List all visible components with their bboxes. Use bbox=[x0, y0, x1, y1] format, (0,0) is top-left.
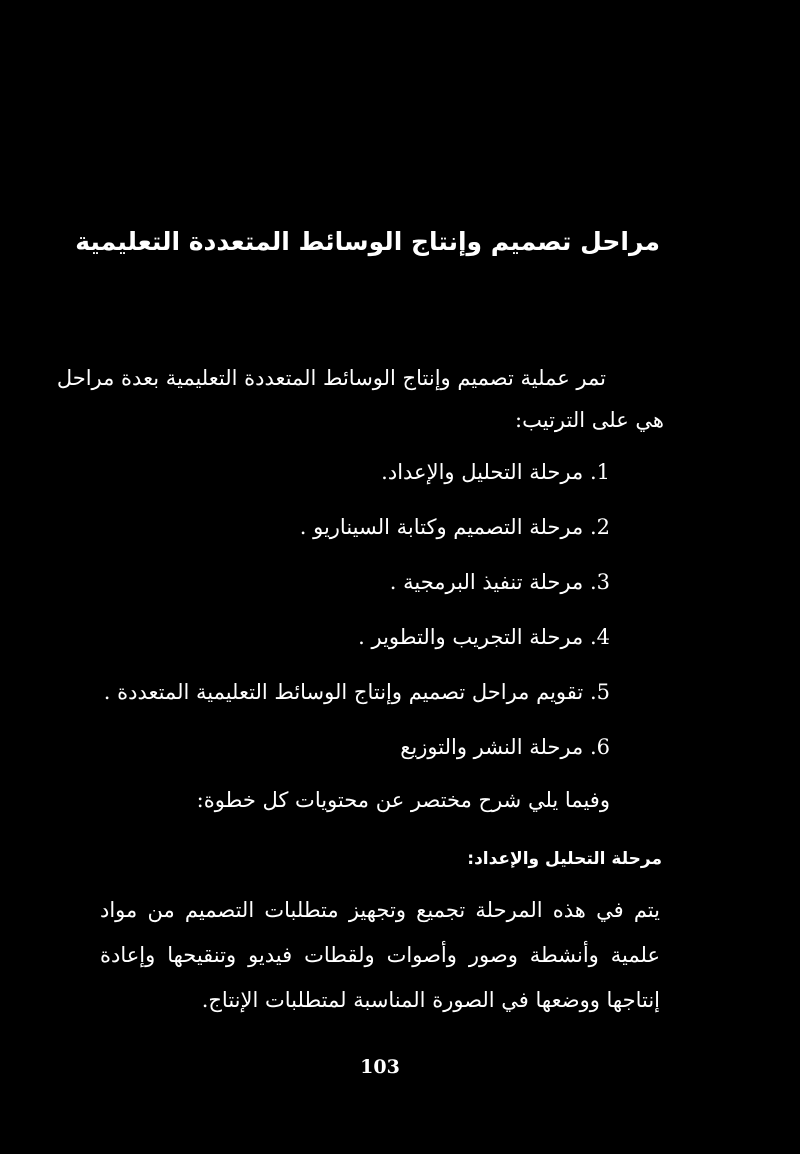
list-item bbox=[100, 509, 610, 564]
section-heading: مرحلة التحليل والإعداد: bbox=[467, 849, 662, 869]
step-text: مرحلة النشر والتوزيع bbox=[400, 735, 584, 759]
step-number: 2. bbox=[589, 515, 610, 539]
list-item bbox=[100, 619, 610, 674]
step-number: 6. bbox=[589, 735, 610, 759]
list-item bbox=[100, 674, 610, 729]
step-number: 4. bbox=[589, 625, 610, 649]
step-number: 5. bbox=[589, 680, 610, 704]
step-text: مرحلة التجريب والتطوير . bbox=[358, 625, 584, 649]
list-item bbox=[100, 729, 610, 784]
step-text: تقويم مراحل تصميم وإنتاج الوسائط التعليمية المتعددة . bbox=[103, 680, 584, 704]
page-title: مراحل تصميم وإنتاج الوسائط المتعددة التعليمية bbox=[75, 227, 660, 256]
step-text: مرحلة التحليل والإعداد. bbox=[381, 460, 584, 484]
paragraph-line: يتم في هذه المرحلة تجميع وتجهيز متطلبات التصميم من مواد bbox=[100, 898, 660, 922]
step-number: 1. bbox=[589, 460, 610, 484]
step-text: مرحلة تنفيذ البرمجية . bbox=[389, 570, 584, 594]
page-number: 103 bbox=[360, 1056, 400, 1078]
steps-list bbox=[100, 454, 610, 784]
paragraph-line: علمية وأنشطة وصور وأصوات ولقطات فيديو وتنقيحها وإعادة bbox=[100, 943, 660, 967]
step-number: 3. bbox=[589, 570, 610, 594]
intro-line-1: تمر عملية تصميم وإنتاج الوسائط المتعددة التعليمية بعدة مراحل bbox=[56, 366, 606, 390]
list-item bbox=[100, 564, 610, 619]
list-item bbox=[100, 454, 610, 509]
paragraph-line: إنتاجها ووضعها في الصورة المناسبة لمتطلبات الإنتاج. bbox=[201, 988, 660, 1012]
step-text: مرحلة التصميم وكتابة السيناريو . bbox=[299, 515, 584, 539]
section-paragraph bbox=[100, 890, 660, 1025]
after-list-text: وفيما يلي شرح مختصر عن محتويات كل خطوة: bbox=[196, 788, 610, 812]
intro-line-2: هي على الترتيب: bbox=[515, 408, 664, 432]
